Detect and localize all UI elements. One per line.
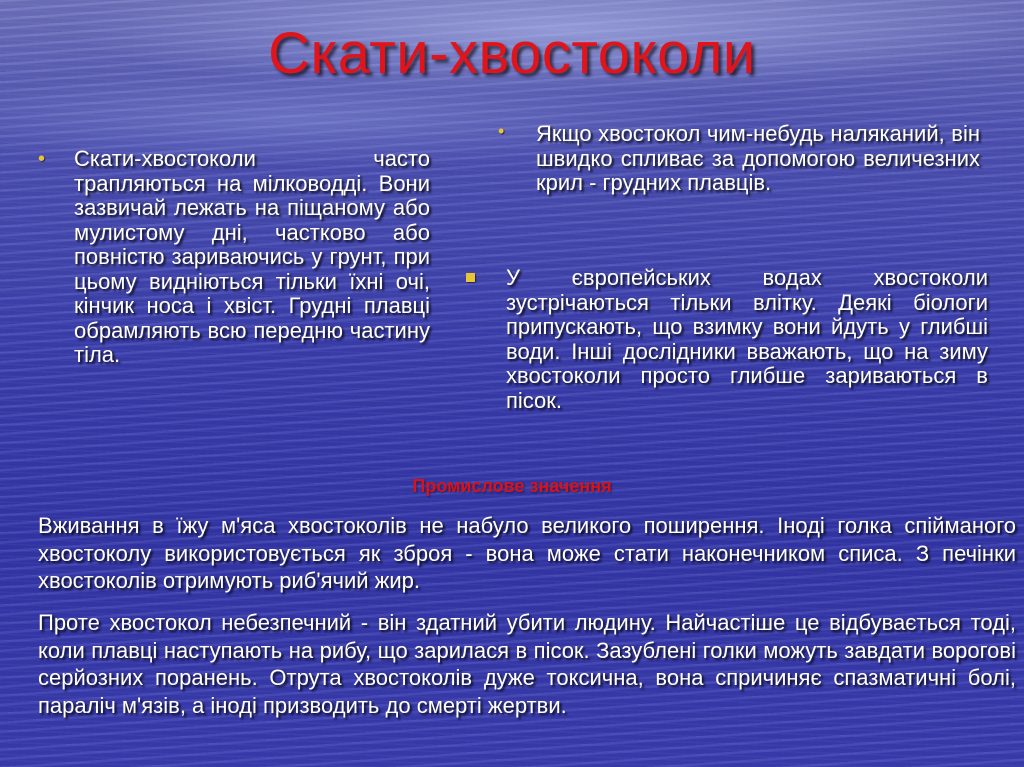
left-bullet-text: Скати-хвостоколи часто трапляються на мілководді. Вони зазвичай лежать на піщаному або мулистому дні, частково або повністю зариваючись у грунт, при цьому видніються тільки їхні очі, кінчик носа і хвіст. Грудні плавці обрамляють всю передню частину тіла.: [74, 146, 430, 367]
right-bullet-text-2: У європейських водах хвостоколи зустрічаються тільки влітку. Деякі біологи припускають, що взимку вони йдуть у глибші води. Інші дослідники вважають, що на зиму хвостоколи просто глибше зариваються в пісок.: [506, 265, 988, 413]
right-bullet-item-2: [466, 266, 988, 413]
left-bullet-item: [38, 147, 430, 368]
right-bullet-text-1: Якщо хвостокол чим-небудь наляканий, він швидко спливає за допомогою величезних крил - грудних плавців.: [536, 121, 980, 195]
paragraph-danger: Проте хвостокол небезпечний - він здатний убити людину. Найчастіше це відбувається тоді, коли плавці наступають на рибу, що зарилася в пісок. Зазублені голки можуть завдати ворогові серйозних поранень. Отрута хвостоколів дуже токсична, вона спричиняє спазматичні болі, параліч м'язів, а іноді призводить до смерті жертви.: [38, 610, 1016, 718]
paragraph-usage: Вживання в їжу м'яса хвостоколів не набуло великого поширення. Іноді голка спійманого хвостоколу використовується як зброя - вона може стати наконечником списа. З печінки хвостоколів отримують риб'ячий жир.: [38, 513, 1016, 593]
right-bullet-item-1: [498, 122, 980, 196]
bullet-dot-icon: •: [38, 148, 46, 170]
section-heading: Промислове значення: [412, 476, 612, 496]
slide-title: Скати-хвостоколи: [268, 21, 756, 86]
bullet-dot-icon: •: [498, 121, 505, 141]
bullet-square-icon: [466, 266, 506, 284]
